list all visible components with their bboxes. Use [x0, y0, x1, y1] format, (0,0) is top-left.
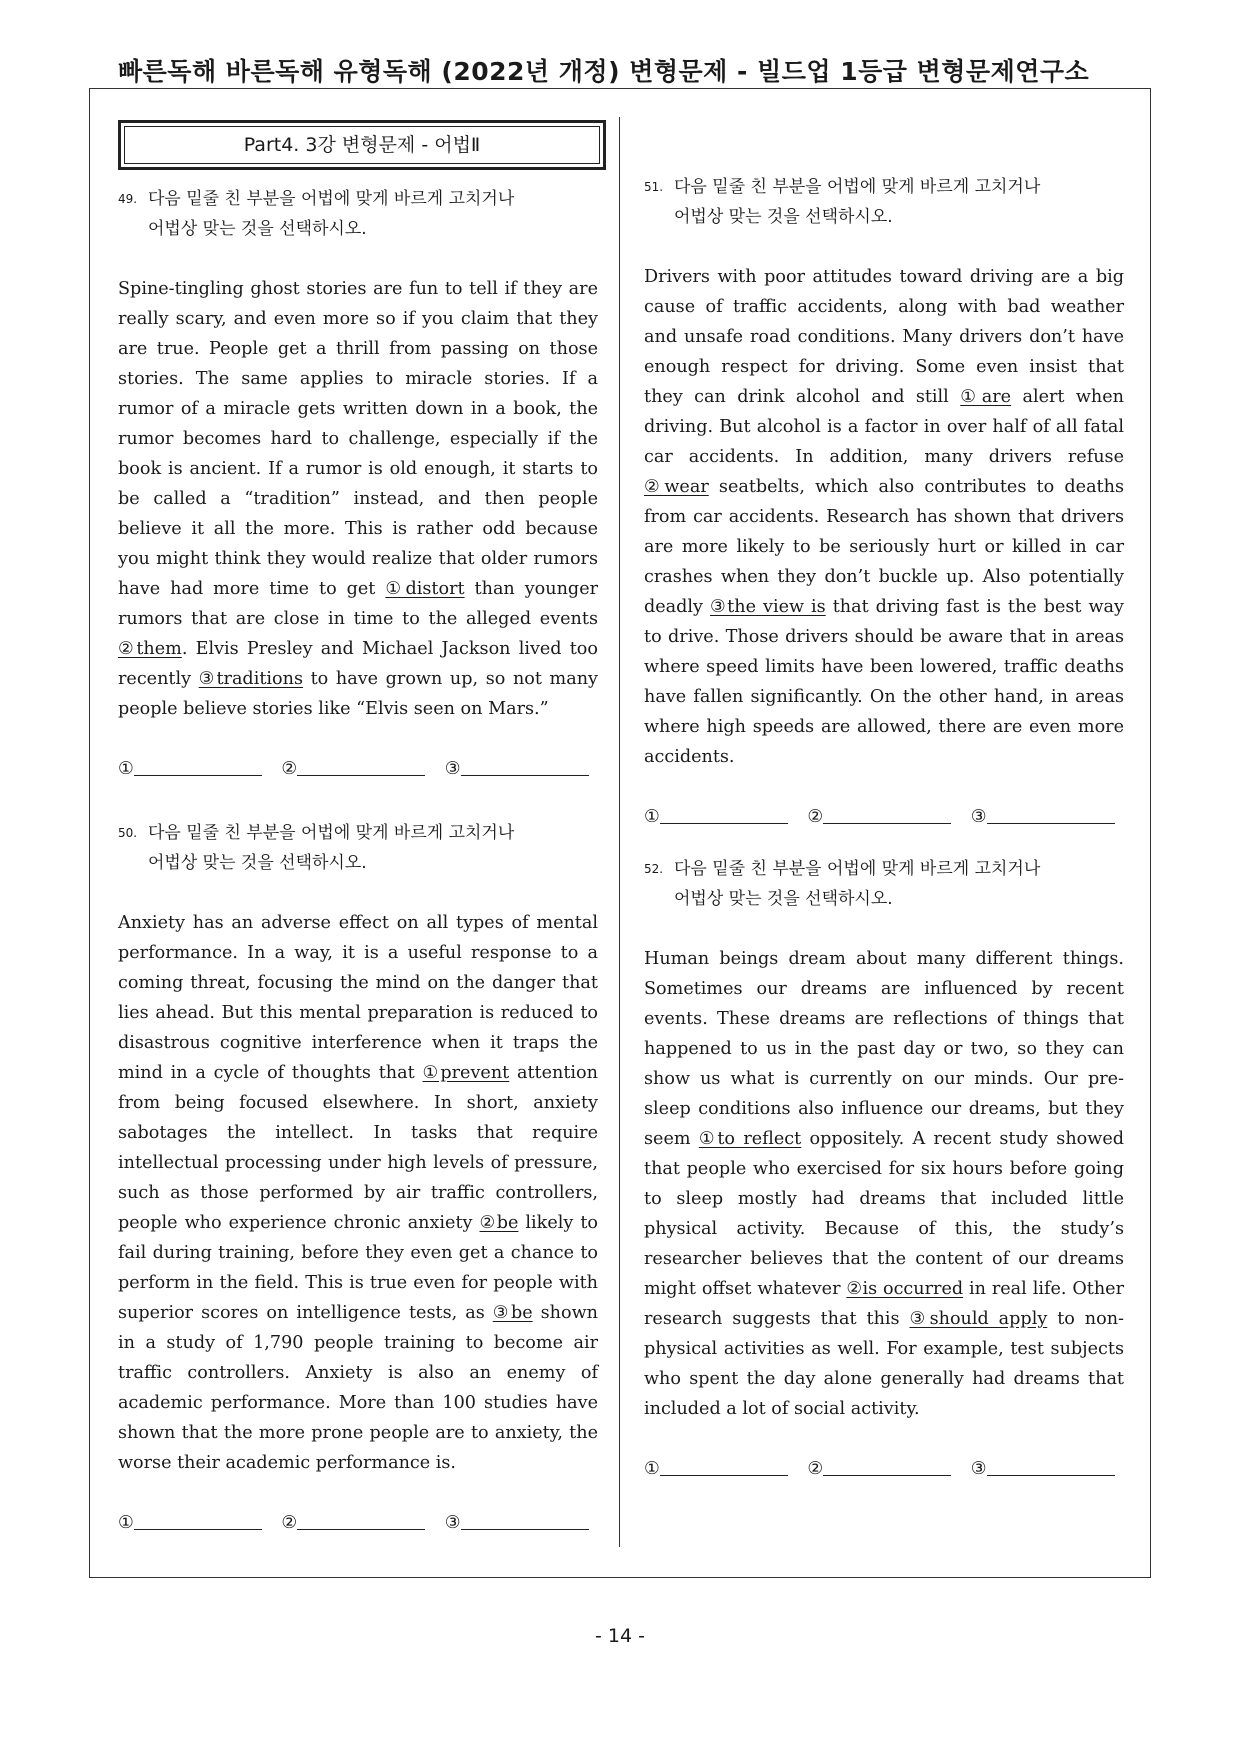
answer-blank-2[interactable]: ②: [281, 1508, 425, 1538]
question-number: 50.: [118, 826, 138, 840]
part-title-box: [118, 120, 606, 170]
answer-blanks: [118, 754, 598, 784]
answer-blank-2[interactable]: ②: [807, 802, 951, 832]
underlined-item-1: ①distort: [385, 579, 465, 599]
left-column: [118, 172, 598, 1538]
question-52: [644, 854, 1124, 1484]
underlined-item-3: ③the view is: [710, 597, 826, 617]
underlined-item-3: ③be: [492, 1303, 533, 1323]
underlined-item-2: ②be: [479, 1213, 519, 1233]
question-instruction: [118, 818, 598, 878]
answer-blank-3[interactable]: ③: [445, 1508, 589, 1538]
underlined-item-3: ③should apply: [909, 1309, 1048, 1329]
question-instruction: [644, 172, 1124, 232]
instruction-line-1: 다음 밑줄 친 부분을 어법에 맞게 바르게 고치거나: [674, 177, 1041, 197]
answer-blanks: [644, 802, 1124, 832]
question-number: 49.: [118, 192, 138, 206]
page-header: 빠른독해 바른독해 유형독해 (2022년 개정) 변형문제 - 빌드업 1등급 변형문제연구소: [118, 57, 1090, 86]
instruction-line-2: 어법상 맞는 것을 선택하시오.: [148, 853, 367, 873]
passage-text: Spine-tingling ghost stories are fun to tell if they are really scary, and even more so if you claim that they are true. People get a thrill from passing on those stories. The same applies to miracle stories. If a rumor of a miracle gets written down in a book, the rumor becomes hard to challenge, especially if the book is ancient. If a rumor is old enough, it starts to be called a “tradition” instead, and then people believe it all the more. This is rather odd because you might think they would realize that older rumors have had more time to get ①distort than younger rumors that are close in time to the alleged events ②them. Elvis Presley and Michael Jackson lived too recently ③traditions to have grown up, so not many people believe stories like “Elvis seen on Mars.”: [118, 279, 599, 719]
question-instruction: [118, 184, 598, 244]
question-49: [118, 184, 598, 784]
page-number: - 14 -: [595, 1625, 645, 1647]
answer-blank-1[interactable]: ①: [118, 754, 262, 784]
question-number: 51.: [644, 180, 664, 194]
underlined-item-1: ①are: [960, 387, 1012, 407]
part-title: Part4. 3강 변형문제 - 어법Ⅱ: [124, 126, 600, 164]
answer-blanks: [644, 1454, 1124, 1484]
underlined-item-2: ②is occurred: [846, 1279, 964, 1299]
answer-blank-2[interactable]: ②: [807, 1454, 951, 1484]
answer-blank-1[interactable]: ①: [644, 1454, 788, 1484]
passage-text: Anxiety has an adverse effect on all types of mental performance. In a way, it is a useful response to a coming threat, focusing the mind on the danger that lies ahead. But this mental preparation is reduced to disastrous cognitive interference when it traps the mind in a cycle of thoughts that ①prevent attention from being focused elsewhere. In short, anxiety sabotages the intellect. In tasks that require intellectual processing under high levels of pressure, such as those performed by air traffic controllers, people who experience chronic anxiety ②be likely to fail during training, before they even get a chance to perform in the field. This is true even for people with superior scores on intelligence tests, as ③be shown in a study of 1,790 people training to become air traffic controllers. Anxiety is also an enemy of academic performance. More than 100 studies have shown that the more prone people are to anxiety, the worse their academic performance is.: [118, 913, 599, 1473]
answer-blank-3[interactable]: ③: [971, 1454, 1115, 1484]
right-column: [644, 172, 1124, 1484]
instruction-line-1: 다음 밑줄 친 부분을 어법에 맞게 바르게 고치거나: [148, 823, 515, 843]
question-instruction: [644, 854, 1124, 914]
underlined-item-3: ③traditions: [198, 669, 303, 689]
underlined-item-1: ①prevent: [422, 1063, 510, 1083]
answer-blanks: [118, 1508, 598, 1538]
underlined-item-2: ②wear: [644, 477, 709, 497]
answer-blank-1[interactable]: ①: [118, 1508, 262, 1538]
underlined-item-2: ②them: [118, 639, 182, 659]
passage-text: Drivers with poor attitudes toward driving are a big cause of traffic accidents, along with bad weather and unsafe road conditions. Many drivers don’t have enough respect for driving. Some even insist that they can drink alcohol and still ①are alert when driving. But alcohol is a factor in over half of all fatal car accidents. In addition, many drivers refuse ②wear seatbelts, which also contributes to deaths from car accidents. Research has shown that drivers are more likely to be seriously hurt or killed in car crashes when they don’t buckle up. Also potentially deadly ③the view is that driving fast is the best way to drive. Those drivers should be aware that in areas where speed limits have been lowered, traffic deaths have fallen significantly. On the other hand, in areas where high speeds are allowed, there are even more accidents.: [644, 267, 1125, 767]
question-number: 52.: [644, 862, 664, 876]
column-divider: [619, 117, 620, 1547]
instruction-line-1: 다음 밑줄 친 부분을 어법에 맞게 바르게 고치거나: [148, 189, 515, 209]
question-50: [118, 818, 598, 1538]
answer-blank-1[interactable]: ①: [644, 802, 788, 832]
instruction-line-1: 다음 밑줄 친 부분을 어법에 맞게 바르게 고치거나: [674, 859, 1041, 879]
answer-blank-3[interactable]: ③: [445, 754, 589, 784]
passage-text: Human beings dream about many different things. Sometimes our dreams are influenced by recent events. These dreams are reflections of things that happened to us in the past day or two, so they can show us what is currently on our minds. Our pre-sleep conditions also influence our dreams, but they seem ①to reflect oppositely. A recent study showed that people who exercised for six hours before going to sleep mostly had dreams that included little physical activity. Because of this, the study’s researcher believes that the content of our dreams might offset whatever ②is occurred in real life. Other research suggests that this ③should apply to non-physical activities as well. For example, test subjects who spent the day alone generally had dreams that included a lot of social activity.: [644, 949, 1124, 1419]
question-51: [644, 172, 1124, 832]
instruction-line-2: 어법상 맞는 것을 선택하시오.: [674, 889, 893, 909]
answer-blank-3[interactable]: ③: [971, 802, 1115, 832]
instruction-line-2: 어법상 맞는 것을 선택하시오.: [674, 207, 893, 227]
underlined-item-1: ①to reflect: [698, 1129, 802, 1149]
answer-blank-2[interactable]: ②: [281, 754, 425, 784]
instruction-line-2: 어법상 맞는 것을 선택하시오.: [148, 219, 367, 239]
